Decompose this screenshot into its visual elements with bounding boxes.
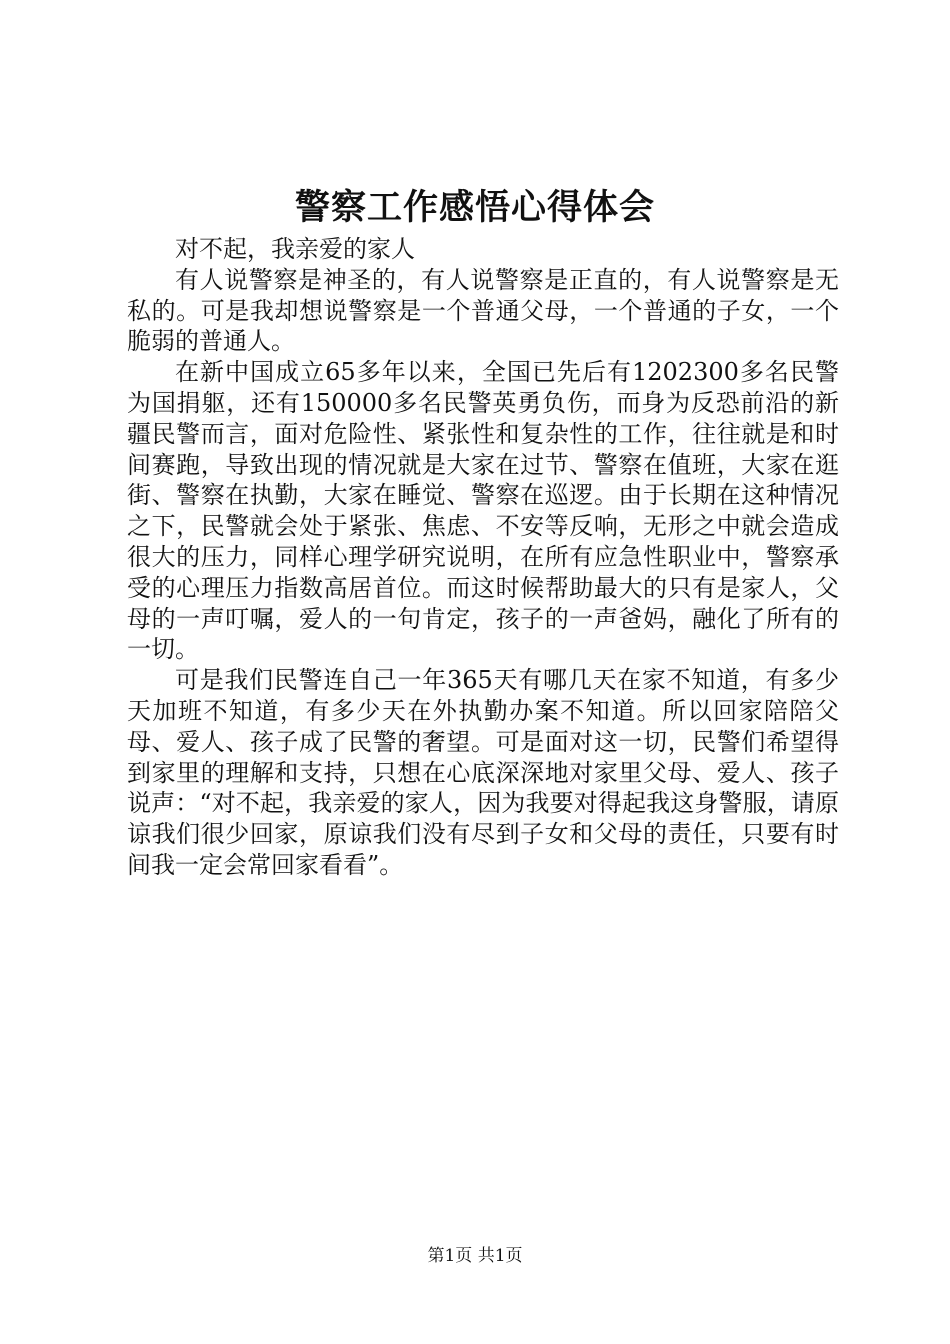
paragraph-sacrifice: 在新中国成立65多年以来，全国已先后有1202300多名民警为国捐躯，还有150000多名民警英勇负伤，而身为反恐前沿的新疆民警而言，面对危险性、紧张性和复杂性的工作，往往就是和时间赛跑，导致出现的情况就是大家在过节、警察在值班，大家在逛街、警察在执勤，大家在睡觉、警察在巡逻。由于长期在这种情况之下，民警就会处于紧张、焦虑、不安等反响，无形之中就会造成很大的压力，同样心理学研究说明，在所有应急性职业中，警察承受的心理压力指数高居首位。而这时候帮助最大的只有是家人，父母的一声叮嘱，爱人的一句肯定，孩子的一声爸妈，融化了所有的一切。: [127, 358, 839, 664]
paragraph-family: 可是我们民警连自己一年365天有哪几天在家不知道，有多少天加班不知道，有多少天在外执勤办案不知道。所以回家陪陪父母、爱人、孩子成了民警的奢望。可是面对这一切，民警们希望得到家里的理解和支持，只想在心底深深地对家里父母、爱人、孩子说声：“对不起，我亲爱的家人，因为我要对得起我这身警服，请原谅我们很少回家，原谅我们没有尽到子女和父母的责任，只要有时间我一定会常回家看看”。: [127, 666, 839, 879]
paragraph-salutation: 对不起，我亲爱的家人: [175, 235, 415, 263]
paragraph-intro: 有人说警察是神圣的，有人说警察是正直的，有人说警察是无私的。可是我却想说警察是一个普通父母，一个普通的子女，一个脆弱的普通人。: [127, 265, 839, 356]
page-title: 警察工作感悟心得体会: [294, 187, 655, 228]
page-footer: 第1页 共1页: [427, 1246, 523, 1266]
document-body: [127, 234, 839, 881]
